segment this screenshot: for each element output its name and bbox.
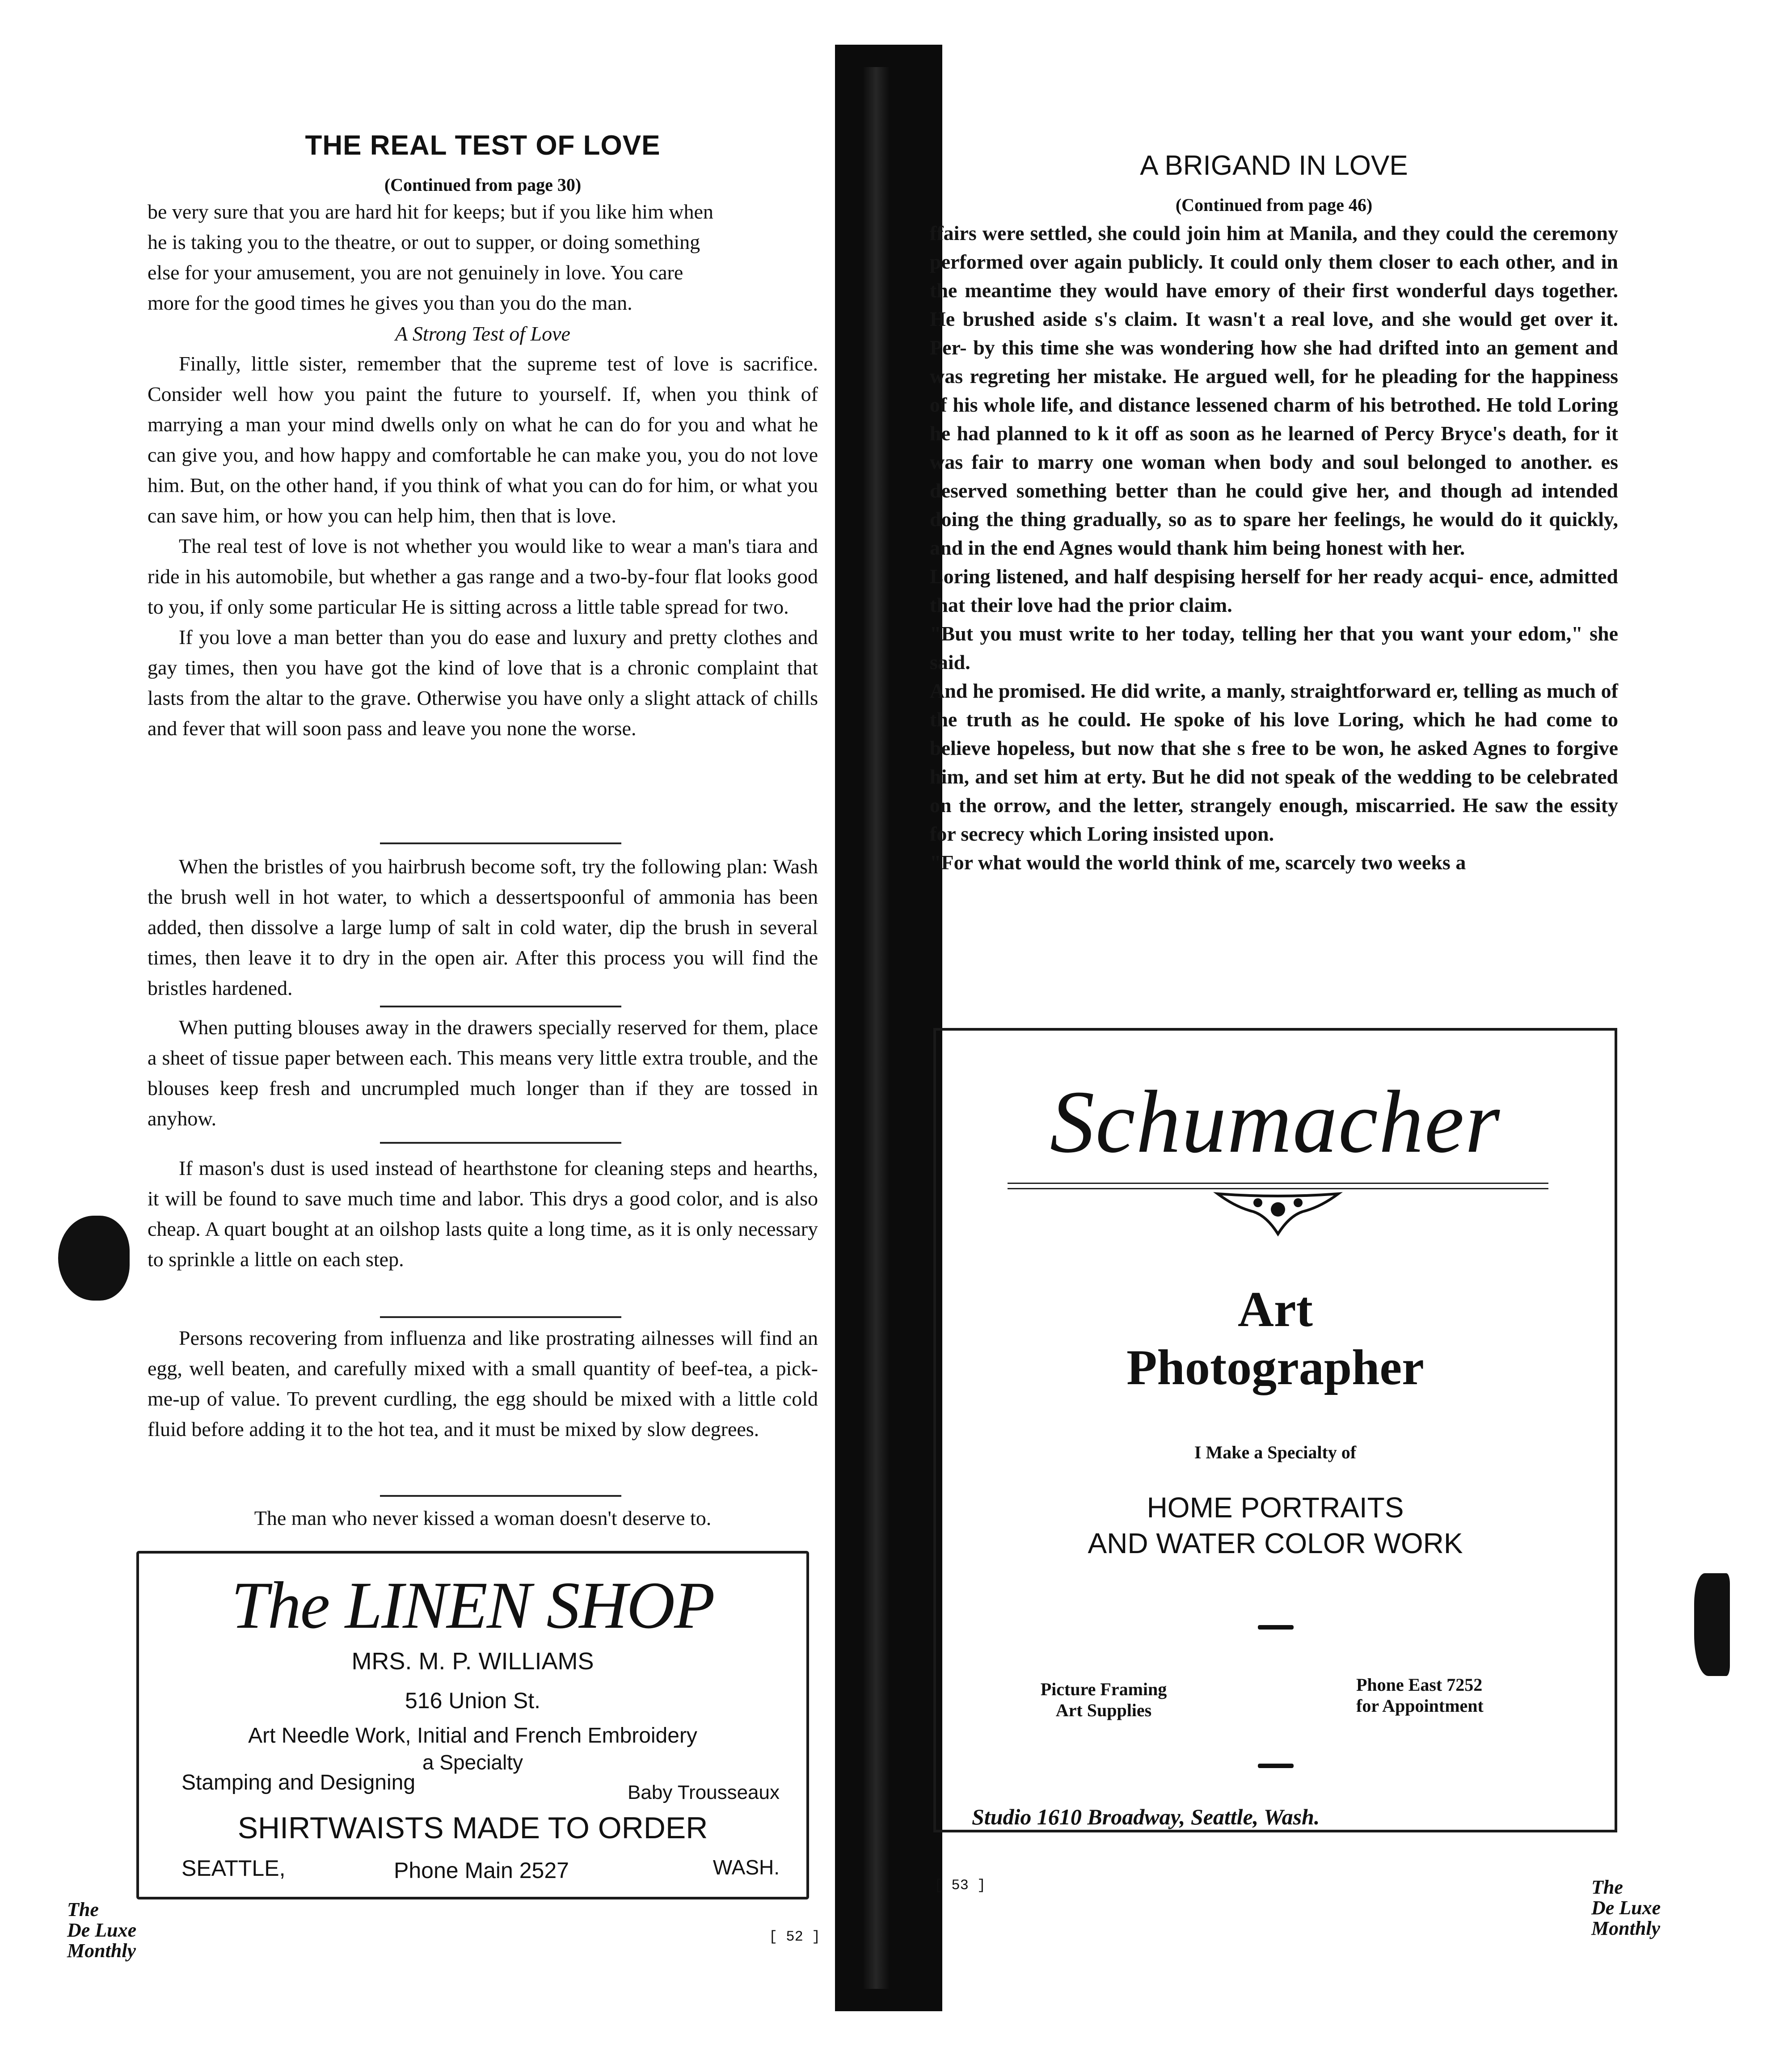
left-body [148,349,818,744]
divider-rule [380,1495,621,1497]
ad-service-line: Art Needle Work, Initial and French Embroidery [248,1724,697,1748]
masthead-line: De Luxe [1591,1897,1661,1919]
right-body [930,219,1618,877]
ad-art: Art [1238,1282,1313,1337]
tip-influenza [148,1323,818,1445]
dash-ornament [1258,1764,1294,1768]
divider-rule [380,1316,621,1318]
masthead-line: The [67,1899,99,1920]
left-continued-note: (Continued from page 30) [384,175,582,195]
right-footer-masthead [1591,1877,1661,1939]
right-article-title: A BRIGAND IN LOVE [1140,150,1408,181]
ad-phone: Phone Main 2527 [394,1858,569,1883]
text-line: else for your amusement, you are not genuinely in love. You care [148,261,683,284]
tip-paragraph: When the bristles of you hairbrush become soft, try the following plan: Wash the brush well in hot water, to which a dessertspoonful of ammonia has been added, then dissolve a large lump of salt in cold water, dip the brush in several times, then leave it to dry in the open air. After this process you will find the bristles hardened. [148,855,818,999]
text-line: be very sure that you are hard hit for keeps; but if you like him when [148,200,713,223]
body-paragraph: If you love a man better than you do ease and luxury and pretty clothes and gay times, then you have got the kind of love that is a chronic complaint that lasts from the altar to the grave. Otherwise you have only a slight attack of chills and fever that will soon pass and leave you none the worse. [148,626,818,740]
ad-specialty-line: a Specialty [422,1751,523,1774]
tip-hairbrush [148,851,818,1003]
body-paragraph: The real test of love is not whether you would like to wear a man's tiara and ride in his automobile, but whether a gas range and a two-by-four flat looks good to you, if only some particular He is sitting across a little table spread for two. [148,535,818,618]
ad-supplies-line: Art Supplies [1055,1700,1152,1720]
ad-trousseaux: Baby Trousseaux [628,1781,780,1803]
ad-studio: Studio 1610 Broadway, Seattle, Wash. [972,1804,1320,1829]
right-continued-note: (Continued from page 46) [1175,195,1373,215]
ad-photographer: Photographer [1126,1340,1424,1395]
ad-state: WASH. [713,1856,780,1879]
ad-framing [1030,1679,1177,1721]
closing-quip: The man who never kissed a woman doesn't deserve to. [254,1507,712,1529]
tip-paragraph: Persons recovering from influenza and like prostrating ailnesses will find an egg, well beaten, and carefully mixed with a small quantity of beef-tea, a pick-me-up of value. To prevent curdling, the egg should be mixed with a little cold fluid before adding it to the hot tea, and it must be mixed by slow degrees. [148,1327,818,1440]
left-subheading: A Strong Test of Love [395,322,570,345]
divider-rule [1008,1183,1548,1184]
ad-title: The LINEN SHOP [231,1568,714,1642]
divider-rule [380,1142,621,1144]
dash-ornament [1258,1625,1294,1630]
ad-appointment-line: for Appointment [1356,1696,1484,1716]
ad-address: 516 Union St. [405,1688,540,1713]
left-article-title: THE REAL TEST OF LOVE [305,130,661,161]
ad-specialty-intro: I Make a Specialty of [1194,1442,1357,1462]
left-page-number: [ 52 ] [769,1929,821,1945]
tip-masons-dust [148,1153,818,1275]
masthead-line: The [1591,1876,1623,1898]
text-line: more for the good times he gives you than you do the man. [148,291,633,314]
body-paragraph: And he promised. He did write, a manly, straightforward er, telling as much of the truth as he could. He spoke of his love Loring, which he had come to believe hopeless, but now that she s free to be won, he asked Agnes to forgive him, and set him at erty. But he did not speak of the wedding to be celebrated on the orrow, and the letter, strangely enough, miscarried. He saw the essity for secrecy which Loring insisted upon. [930,679,1618,845]
ad-owner: MRS. M. P. WILLIAMS [351,1648,594,1675]
left-opening-block [148,197,818,318]
text-line: he is taking you to the theatre, or out to supper, or doing something [148,231,700,253]
masthead-line: Monthly [67,1940,136,1962]
ad-home-portraits: HOME PORTRAITS [1147,1491,1404,1524]
left-edge-mark [58,1216,130,1301]
linen-shop-ad [136,1551,809,1899]
body-paragraph: Loring listened, and half despising herself for her ready acqui- ence, admitted that their love had the prior claim. [930,565,1618,616]
body-paragraph: "But you must write to her today, telling her that you want your edom," she said. [930,622,1618,674]
body-paragraph: Finally, little sister, remember that the supreme test of love is sacrifice. Consider well how you paint the future to yourself. If, when you think of marrying a man your mind dwells only on what he can do for you and what he can give you, and how happy and comfortable he can make you, you do not love him. But, on the other hand, if you think of what you can do for him, or what you can save him, or how you can help him, then that is love. [148,352,818,527]
tip-paragraph: If mason's dust is used instead of hearthstone for cleaning steps and hearths, it will be found to save much time and labor. This drys a good color, and is also cheap. A quart bought at an oilshop lasts quite a long time, as it is only necessary to sprinkle a little on each step. [148,1157,818,1271]
right-edge-mark [1694,1573,1730,1676]
schumacher-ad [933,1028,1617,1832]
masthead-line: De Luxe [67,1919,137,1941]
tip-paragraph: When putting blouses away in the drawers specially reserved for them, place a sheet of tissue paper between each. This means very little extra trouble, and the blouses keep fresh and uncrumpled much longer than if they are tossed in anyhow. [148,1016,818,1130]
right-page-number: [ 53 ] [934,1877,986,1894]
ad-city: SEATTLE, [181,1856,286,1881]
ad-stamping: Stamping and Designing [181,1771,416,1794]
body-paragraph: "For what would the world think of me, scarcely two weeks a [930,851,1466,874]
divider-rule [380,842,621,844]
masthead-line: Monthly [1591,1917,1661,1939]
left-footer-masthead [67,1899,136,1961]
ad-framing-line: Picture Framing [1040,1679,1167,1699]
gutter-shading [863,67,890,1989]
ad-headline: SHIRTWAISTS MADE TO ORDER [237,1811,708,1845]
ad-brand: Schumacher [1050,1073,1501,1171]
tip-blouses [148,1012,818,1134]
ad-water-color: AND WATER COLOR WORK [1088,1527,1463,1559]
divider-rule [380,1006,621,1007]
ad-phone-block [1356,1674,1535,1716]
ad-phone-line: Phone East 7252 [1356,1675,1483,1695]
body-paragraph: ffairs were settled, she could join him at Manila, and they could the ceremony performed over again publicly. It could only them closer to each other, and in the meantime they would have emory of their first wonderful days together. He brushed aside s's claim. It wasn't a real love, and she would get over it. Per- by this time she was wondering how she had drifted into an gement and was regreting her mistake. He argued well, for he pleading for the happiness of his whole life, and distance lessened charm of his betrothed. He told Loring he had planned to k it off as soon as he learned of Percy Bryce's death, for it was fair to marry one woman when body and soul belonged to another. es deserved something better than he could give her, and though ad intended doing the thing gradually, so as to spare her feelings, he would do it quickly, and in the end Agnes would thank him being honest with her. [930,222,1618,559]
ornament-icon [1213,1189,1343,1238]
